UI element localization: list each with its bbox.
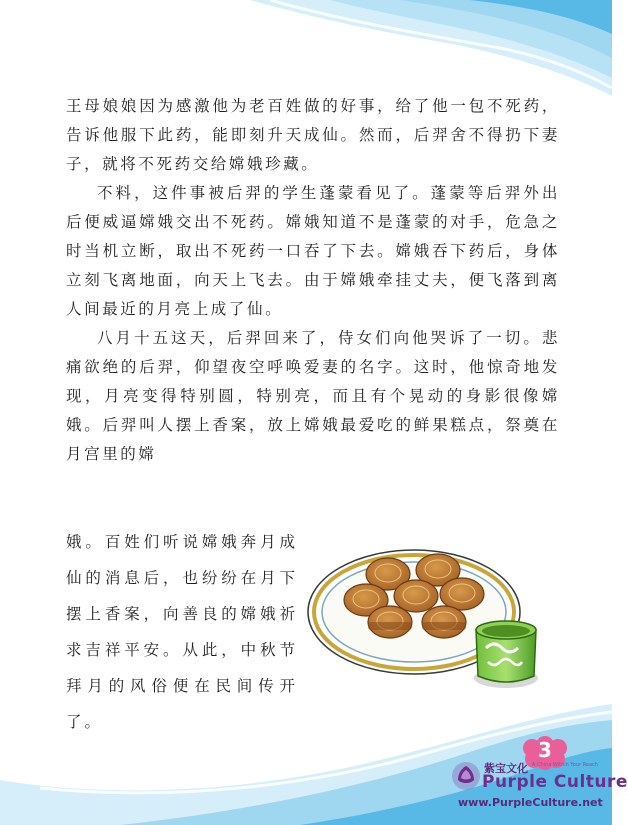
paragraph-2: 不料，这件事被后羿的学生蓬蒙看见了。蓬蒙等后羿外出后便威逼嫦娥交出不死药。嫦娥知道不是蓬蒙的对手，危急之时当机立断，取出不死药一口吞了下去。嫦娥吞下药后，身体立刻飞离地面，向天上飞去。由于嫦娥牵挂丈夫，便飞落到离人间最近的月亮上成了仙。 xyxy=(66,184,560,318)
paragraph-3: 八月十五这天，后羿回来了，侍女们向他哭诉了一切。悲痛欲绝的后羿，仰望夜空呼唤爱妻的名字。这时，他惊奇地发现，月亮变得特别圆，特别亮，而且有个晃动的身影很像嫦娥。后羿叫人摆上香案，放上嫦娥最爱吃的鲜果糕点，祭奠在月宫里的嫦 xyxy=(66,329,560,463)
logo-url: www.PurpleCulture.net xyxy=(458,796,603,809)
page-number: 3 xyxy=(538,738,552,762)
logo-english-name: Purple Culture xyxy=(482,772,628,792)
lotus-logo-icon xyxy=(450,758,482,794)
purple-culture-watermark xyxy=(450,758,628,822)
logo-tagline: A China Within Your Reach xyxy=(532,762,598,768)
paragraph-4: 娥。百姓们听说嫦娥奔月成仙的消息后，也纷纷在月下摆上香案，向善良的嫦娥祈求吉祥平安。从此，中秋节拜月的风俗便在民间传开了。 xyxy=(66,533,298,731)
logo-chinese-name: 紫宝文化 xyxy=(484,762,528,775)
paragraph-1: 王母娘娘因为感激他为老百姓做的好事，给了他一包不死药，告诉他服下此药，能即刻升天成仙。然而，后羿舍不得扔下妻子，就将不死药交给嫦娥珍藏。 xyxy=(66,97,560,173)
mooncake-illustration xyxy=(306,530,551,705)
story-text xyxy=(66,92,560,469)
